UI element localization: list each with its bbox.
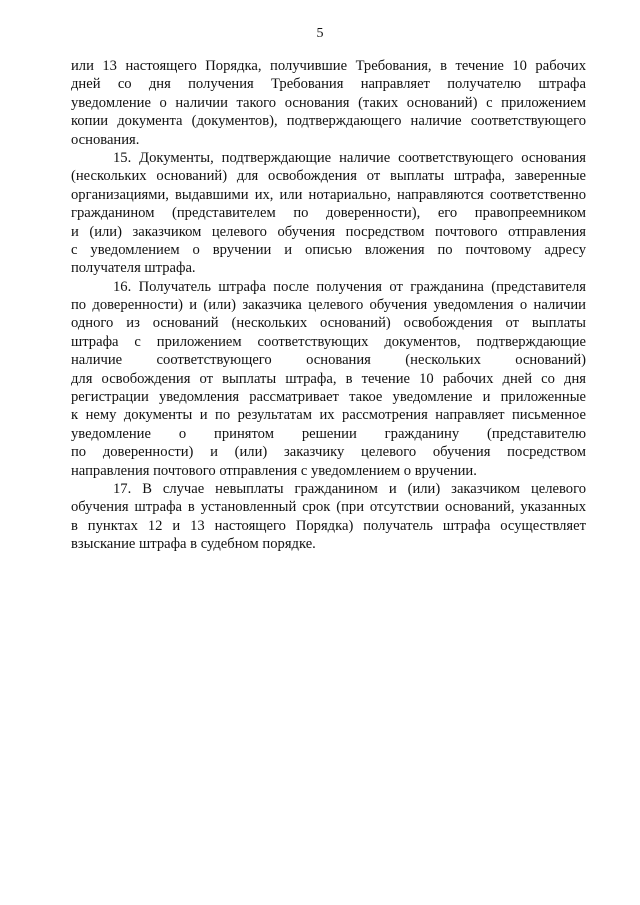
text-line: обучения штрафа в установленный срок (при отсутствии оснований, указанных [71, 499, 586, 516]
paragraph-15 [71, 149, 586, 278]
text-line: и (или) заказчиком целевого обучения посредством почтового отправления [71, 223, 586, 240]
text-line: одного из оснований (нескольких оснований) освобождения от выплаты [71, 315, 586, 332]
text-line: регистрации уведомления рассматривает такое уведомление и приложенные [71, 389, 586, 406]
text-line: получателя штрафа. [71, 260, 196, 277]
text-line: в пунктах 12 и 13 настоящего Порядка) получатель штрафа осуществляет [71, 517, 586, 534]
text-line: гражданином (представителем по доверенности), его правопреемником [71, 205, 586, 222]
text-line: или 13 настоящего Порядка, получившие Требования, в течение 10 рабочих [71, 58, 586, 74]
text-line: организациями, выдавшими их, или нотариально, направляются соответственно [71, 186, 586, 203]
text-line: уведомление о наличии такого основания (таких оснований) с приложением [71, 94, 586, 111]
text-line: 16. Получатель штрафа после получения от гражданина (представителя [113, 278, 586, 295]
text-line: к нему документы и по результатам их рассмотрения направляет письменное [71, 407, 586, 424]
text-line: по доверенности) и (или) заказчику целевого обучения посредством [71, 444, 586, 461]
text-line: основания. [71, 131, 140, 148]
document-body [71, 57, 586, 554]
text-line: (нескольких оснований) для освобождения от выплаты штрафа, заверенные [71, 168, 586, 185]
text-line: копии документа (документов), подтверждающего наличие соответствующего [71, 113, 586, 130]
paragraph-16 [71, 278, 586, 480]
paragraph-17 [71, 480, 586, 554]
text-line: дней со дня получения Требования направляет получателю штрафа [71, 76, 586, 93]
text-line: наличие соответствующего основания (нескольких оснований) [71, 352, 586, 369]
paragraph-continuation [71, 57, 586, 149]
text-line: с уведомлением о вручении и описью вложения по почтовому адресу [71, 241, 586, 258]
page-number: 5 [316, 26, 324, 41]
text-line: взыскание штрафа в судебном порядке. [71, 536, 316, 553]
text-line: 15. Документы, подтверждающие наличие соответствующего основания [113, 149, 586, 166]
text-line: по доверенности) и (или) заказчика целевого обучения уведомления о наличии [71, 297, 586, 314]
text-line: штрафа с приложением соответствующих документов, подтверждающие [71, 333, 586, 350]
text-line: 17. В случае невыплаты гражданином и (или) заказчиком целевого [113, 480, 586, 497]
text-line: для освобождения от выплаты штрафа, в течение 10 рабочих дней со дня [71, 370, 586, 387]
text-line: направления почтового отправления с уведомлением о вручении. [71, 462, 477, 479]
text-line: уведомление о принятом решении гражданину (представителю [71, 425, 586, 442]
